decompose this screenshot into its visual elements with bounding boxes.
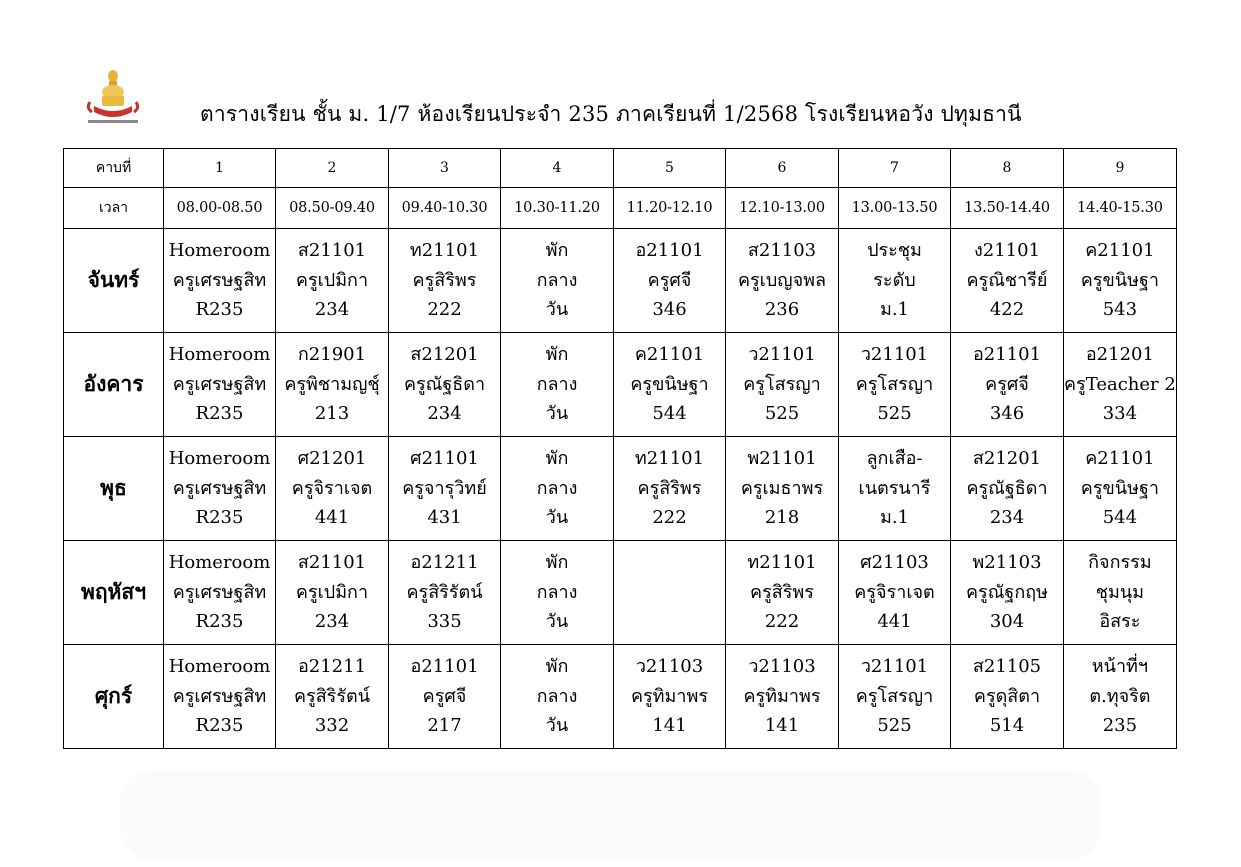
class-cell (951, 229, 1064, 333)
period-time: 13.00-13.50 (839, 188, 951, 229)
subject-code: ส21101 (297, 240, 367, 262)
class-cell (276, 437, 389, 541)
room-number: 213 (314, 403, 350, 425)
subject-code: อ21101 (410, 656, 479, 678)
teacher-name: ครูณัฐธิดา (966, 477, 1048, 499)
teacher-name: ครูโสรญา (855, 685, 934, 707)
teacher-name: ครูสิริพร (637, 477, 702, 499)
time-label: เวลา (64, 188, 164, 229)
class-cell (951, 541, 1064, 645)
teacher-name: ชุมนุม (1095, 581, 1145, 603)
subject-code: ค21101 (1085, 240, 1155, 262)
room-number: 346 (989, 403, 1025, 425)
time-header-row (64, 188, 1177, 229)
class-cell (614, 645, 726, 749)
teacher-name: ครูขนิษฐา (1080, 477, 1160, 499)
room-number: 543 (1102, 299, 1138, 321)
room-number: 335 (427, 611, 462, 633)
teacher-name: ครูเปมิกา (295, 269, 369, 291)
class-cell (164, 333, 276, 437)
room-number: R235 (195, 507, 244, 529)
room-number: วัน (545, 611, 569, 633)
room-number: R235 (195, 299, 244, 321)
period-number: 7 (839, 149, 951, 188)
teacher-name: กลาง (536, 373, 578, 395)
teacher-name: ครูโสรญา (855, 373, 934, 395)
class-cell (276, 645, 389, 749)
class-cell (501, 645, 614, 749)
day-row (64, 541, 1177, 645)
class-cell (614, 541, 726, 645)
period-number: 3 (389, 149, 501, 188)
class-cell (1064, 645, 1177, 749)
subject-code: ส21201 (972, 448, 1042, 470)
room-number: 304 (989, 611, 1025, 633)
subject-code: อ21211 (410, 552, 479, 574)
class-cell (501, 437, 614, 541)
day-row (64, 437, 1177, 541)
period-time: 13.50-14.40 (951, 188, 1064, 229)
class-cell (276, 333, 389, 437)
class-cell (1064, 541, 1177, 645)
class-cell (164, 229, 276, 333)
teacher-name: ครูศจี (647, 269, 692, 291)
teacher-name: กลาง (536, 581, 578, 603)
room-number: วัน (545, 403, 569, 425)
subject-code: พัก (545, 240, 569, 262)
room-number: 234 (989, 507, 1025, 529)
class-cell (839, 645, 951, 749)
teacher-name: ครูเศรษฐสิท (172, 685, 267, 707)
class-cell (726, 541, 839, 645)
subject-code: อ21211 (297, 656, 367, 678)
room-number: 441 (877, 611, 912, 633)
teacher-name: ครูศจี (985, 373, 1029, 395)
day-name: อังคาร (64, 333, 164, 437)
class-cell (164, 437, 276, 541)
timetable (63, 148, 1177, 749)
class-cell (501, 229, 614, 333)
teacher-name: ครูทิมาพร (743, 685, 821, 707)
subject-code: Homeroom (168, 552, 271, 574)
subject-code: ค21101 (634, 344, 705, 366)
room-number: 334 (1102, 403, 1138, 425)
teacher-name: ครูดุสิตา (973, 685, 1041, 707)
class-cell (276, 229, 389, 333)
subject-code: ก21901 (297, 344, 367, 366)
teacher-name: ครูสิริพร (412, 269, 477, 291)
teacher-name: ครูสิริรัตน์ (293, 685, 371, 707)
teacher-name: ระดับ (873, 269, 916, 291)
class-cell (951, 333, 1064, 437)
class-cell (614, 333, 726, 437)
subject-code: ส21105 (972, 656, 1042, 678)
teacher-name: เนตรนารี (858, 477, 931, 499)
class-cell (614, 229, 726, 333)
subject-code: Homeroom (168, 656, 271, 678)
day-name: จันทร์ (64, 229, 164, 333)
subject-code: หน้าที่ฯ (1091, 656, 1149, 678)
class-cell (389, 645, 501, 749)
subject-code: ประชุม (867, 240, 922, 262)
teacher-name: ครูเปมิกา (295, 581, 369, 603)
room-number: 236 (764, 299, 800, 321)
class-cell (839, 541, 951, 645)
teacher-name: ครูณัฐธิดา (403, 373, 486, 395)
teacher-name: ครูขนิษฐา (1080, 269, 1160, 291)
teacher-name: ครูเศรษฐสิท (172, 581, 267, 603)
period-time: 11.20-12.10 (614, 188, 726, 229)
subject-code: พ21101 (747, 448, 817, 470)
teacher-name: ครูจิราเจต (854, 581, 935, 603)
room-number: 544 (652, 403, 687, 425)
class-cell (726, 645, 839, 749)
room-number: 544 (1102, 507, 1138, 529)
subject-code: ส21201 (410, 344, 479, 366)
period-time: 08.00-08.50 (164, 188, 276, 229)
subject-code: ศ21103 (860, 552, 929, 574)
class-cell (951, 437, 1064, 541)
period-number: 5 (614, 149, 726, 188)
teacher-name: ครูสิริรัตน์ (406, 581, 483, 603)
period-number: 1 (164, 149, 276, 188)
room-number: 222 (764, 611, 800, 633)
day-name: พุธ (64, 437, 164, 541)
class-cell (389, 541, 501, 645)
room-number: R235 (195, 403, 244, 425)
page-shadow (120, 770, 1100, 860)
class-cell (839, 333, 951, 437)
room-number: 217 (427, 715, 462, 737)
class-cell (501, 333, 614, 437)
room-number: 222 (652, 507, 687, 529)
period-number: 2 (276, 149, 389, 188)
teacher-name: ครูขนิษฐา (630, 373, 709, 395)
room-number: วัน (545, 715, 569, 737)
period-time: 14.40-15.30 (1064, 188, 1177, 229)
class-cell (1064, 437, 1177, 541)
period-time: 10.30-11.20 (501, 188, 614, 229)
subject-code: ส21101 (297, 552, 367, 574)
room-number: 234 (427, 403, 462, 425)
room-number: ม.1 (879, 299, 910, 321)
subject-code: พัก (545, 552, 569, 574)
room-number: 234 (314, 299, 350, 321)
teacher-name: ครูจารุวิทย์ (402, 477, 487, 499)
teacher-name: ครูเมธาพร (740, 477, 824, 499)
subject-code: ท21101 (747, 552, 817, 574)
room-number: 218 (764, 507, 800, 529)
class-cell (1064, 333, 1177, 437)
period-time: 08.50-09.40 (276, 188, 389, 229)
period-number: 4 (501, 149, 614, 188)
teacher-name: ครูณัฐกฤษ (965, 581, 1048, 603)
period-number: 9 (1064, 149, 1177, 188)
class-cell (726, 333, 839, 437)
teacher-name: กลาง (536, 477, 578, 499)
subject-code: ว21101 (860, 344, 929, 366)
room-number: 525 (877, 715, 912, 737)
class-cell (164, 541, 276, 645)
page-title: ตารางเรียน ชั้น ม. 1/7 ห้องเรียนประจำ 235 ภาคเรียนที่ 1/2568 โรงเรียนหอวัง ปทุมธานี (200, 102, 1022, 126)
room-number: 235 (1102, 715, 1138, 737)
teacher-name: ครูทิมาพร (630, 685, 709, 707)
day-name: ศุกร์ (64, 645, 164, 749)
room-number: 234 (314, 611, 350, 633)
class-cell (1064, 229, 1177, 333)
class-cell (614, 437, 726, 541)
day-name: พฤหัสฯ (64, 541, 164, 645)
subject-code: กิจกรรม (1088, 552, 1152, 574)
subject-code: ว21103 (635, 656, 704, 678)
room-number: 346 (652, 299, 687, 321)
subject-code: Homeroom (168, 448, 271, 470)
room-number: R235 (195, 715, 244, 737)
room-number: ม.1 (879, 507, 910, 529)
teacher-name: กลาง (536, 269, 578, 291)
period-number: 6 (726, 149, 839, 188)
room-number: 422 (989, 299, 1025, 321)
teacher-name: ครูศจี (422, 685, 467, 707)
class-cell (839, 437, 951, 541)
subject-code: ว21101 (860, 656, 929, 678)
subject-code: Homeroom (168, 344, 271, 366)
teacher-name: ครูพิชามญชุ์ (284, 373, 380, 395)
subject-code: ท21101 (634, 448, 705, 470)
class-cell (951, 645, 1064, 749)
room-number: 332 (314, 715, 350, 737)
room-number: 222 (427, 299, 462, 321)
teacher-name: ครูโสรญา (743, 373, 821, 395)
subject-code: Homeroom (168, 240, 271, 262)
class-cell (389, 437, 501, 541)
room-number: 441 (314, 507, 350, 529)
day-row (64, 333, 1177, 437)
subject-code: ศ21101 (410, 448, 479, 470)
subject-code: อ21101 (635, 240, 704, 262)
teacher-name: ครูสิริพร (750, 581, 814, 603)
teacher-name: ครูณิชารีย์ (966, 269, 1048, 291)
teacher-name: ครูเศรษฐสิท (172, 269, 267, 291)
teacher-name: ต.ทุจริต (1089, 685, 1151, 707)
subject-code: พัก (545, 344, 569, 366)
subject-code: พัก (545, 656, 569, 678)
subject-code: ท21101 (409, 240, 480, 262)
subject-code: พัก (545, 448, 569, 470)
teacher-name: ครูเศรษฐสิท (172, 373, 267, 395)
teacher-name: ครูจิราเจต (291, 477, 373, 499)
class-cell (839, 229, 951, 333)
period-header-row (64, 149, 1177, 188)
class-cell (501, 541, 614, 645)
subject-code: พ21103 (972, 552, 1042, 574)
subject-code: อ21101 (972, 344, 1042, 366)
teacher-name: ครูTeacher 2 (1064, 373, 1176, 395)
subject-code: ว21103 (748, 656, 816, 678)
teacher-name: ครูเบญจพล (737, 269, 827, 291)
room-number: 525 (877, 403, 912, 425)
school-logo (80, 68, 146, 128)
period-time: 09.40-10.30 (389, 188, 501, 229)
room-number: 431 (427, 507, 462, 529)
room-number: วัน (545, 507, 569, 529)
room-number: 141 (764, 715, 800, 737)
day-row (64, 229, 1177, 333)
period-label: คาบที่ (64, 149, 164, 188)
teacher-name: ครูเศรษฐสิท (172, 477, 267, 499)
room-number: 514 (989, 715, 1025, 737)
room-number: 141 (652, 715, 687, 737)
subject-code: ว21101 (748, 344, 816, 366)
class-cell (389, 333, 501, 437)
period-time: 12.10-13.00 (726, 188, 839, 229)
teacher-name: กลาง (536, 685, 578, 707)
class-cell (726, 229, 839, 333)
class-cell (276, 541, 389, 645)
room-number: 525 (764, 403, 800, 425)
subject-code: ศ21201 (297, 448, 367, 470)
class-cell (389, 229, 501, 333)
day-row (64, 645, 1177, 749)
subject-code: อ21201 (1085, 344, 1154, 366)
subject-code: ง21101 (973, 240, 1041, 262)
subject-code: ค21101 (1085, 448, 1155, 470)
class-cell (164, 645, 276, 749)
room-number: วัน (545, 299, 569, 321)
class-cell (726, 437, 839, 541)
period-number: 8 (951, 149, 1064, 188)
room-number: อิสระ (1099, 611, 1141, 633)
room-number: R235 (195, 611, 244, 633)
subject-code: ลูกเสือ- (866, 448, 923, 470)
subject-code: ส21103 (747, 240, 817, 262)
